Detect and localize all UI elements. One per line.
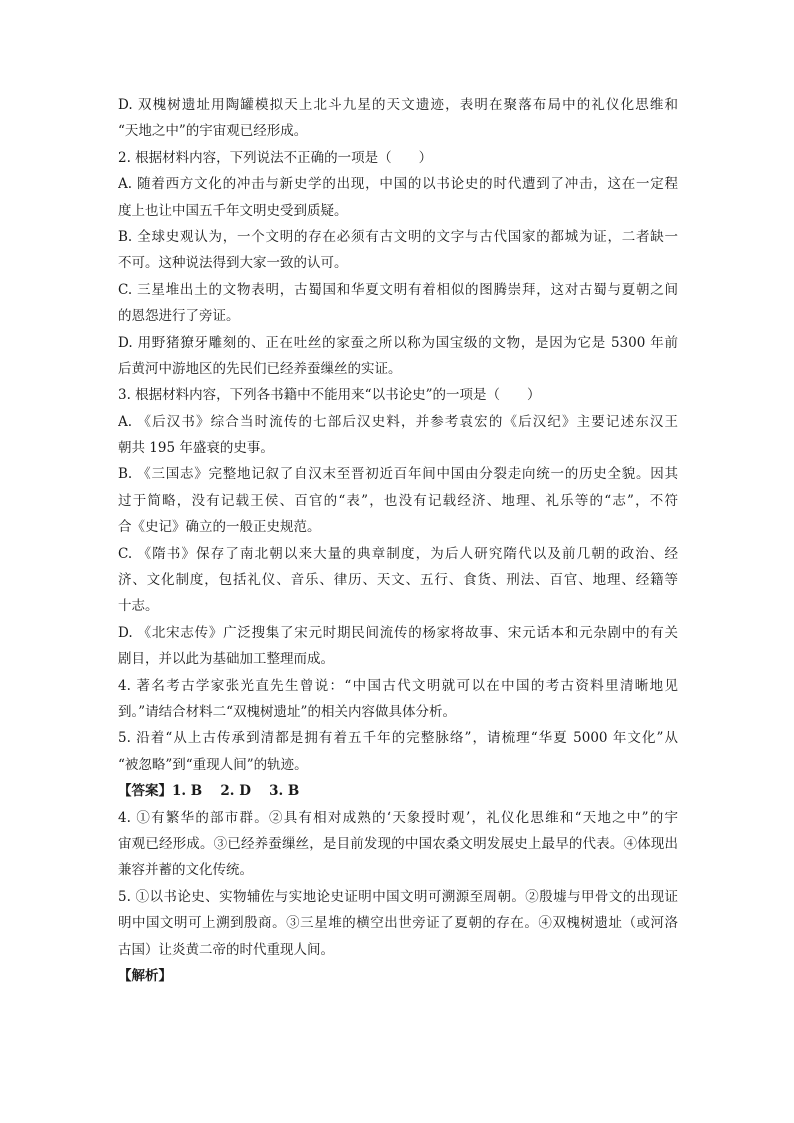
text-line: 剧目，并以此为基础加工整理而成。 — [118, 651, 334, 668]
answer-line: 宙观已经形成。③已经养蚕缫丝，是目前发现的中国农桑文明发展史上最早的代表。④体现出 — [118, 835, 678, 852]
text-line: 的恩怨进行了旁证。 — [118, 308, 240, 325]
question-line: 2. 根据材料内容，下列说法不正确的一项是（ ） — [118, 149, 433, 166]
text-line: B. 全球史观认为，一个文明的存在必须有古文明的文字与古代国家的都城为证，二者缺一 — [118, 228, 678, 245]
text-line: “被忽略”到“重现人间”的轨迹。 — [118, 756, 308, 773]
document-page — [118, 92, 678, 989]
text-line: 朝共 195 年盛衰的史事。 — [118, 440, 274, 457]
answer-line: 兼容并蓄的文化传统。 — [118, 862, 253, 879]
text-line: 十志。 — [118, 598, 159, 615]
question-line: 4. 著名考古学家张光直先生曾说：“中国古代文明就可以在中国的考古资料里清晰地见 — [118, 677, 678, 694]
text-line: 度上也让中国五千年文明史受到质疑。 — [118, 202, 348, 219]
question-line: 3. 根据材料内容，下列各书籍中不能用来“以书论史”的一项是（ ） — [118, 387, 541, 404]
text-line: 过于简略，没有记载王侯、百官的“表”，也没有记载经济、地理、礼乐等的“志”，不符 — [118, 492, 678, 509]
answer-line: 4. ①有繁华的部市群。②具有相对成熟的‘天象授时观’，礼仪化思维和“天地之中”的宇 — [118, 809, 678, 826]
answer-line: 5. ①以书论史、实物辅佐与实地论史证明中国文明可溯源至周朝。②殷墟与甲骨文的出现证 — [118, 888, 678, 905]
text-line: 济、文化制度，包括礼仪、音乐、律历、天文、五行、食货、刑法、百官、地理、经籍等 — [118, 572, 678, 589]
text-line: C. 《隋书》保存了南北朝以来大量的典章制度，为后人研究隋代以及前几朝的政治、经 — [118, 545, 678, 562]
text-line: 不可。这种说法得到大家一致的认可。 — [118, 255, 348, 272]
text-line: A. 随着西方文化的冲击与新史学的出现，中国的以书论史的时代遭到了冲击，这在一定程 — [118, 176, 678, 193]
question-line: 5. 沿着“从上古传承到清都是拥有着五千年的完整脉络”，请梳理“华夏 5000 年文化”从 — [118, 730, 678, 747]
text-line: 后黄河中游地区的先民们已经养蚕缫丝的实证。 — [118, 360, 402, 377]
analysis-heading: 【解析】 — [118, 967, 172, 984]
text-line: A. 《后汉书》综合当时流传的七部后汉史料，并参考袁宏的《后汉纪》主要记述东汉王 — [118, 413, 678, 430]
answer-line: 明中国文明可上溯到殷商。③三星堆的横空出世旁证了夏朝的存在。④双槐树遗址（或河洛 — [118, 915, 678, 932]
text-line: 合《史记》确立的一般正史规范。 — [118, 519, 321, 536]
text-line: D. 《北宋志传》广泛搜集了宋元时期民间流传的杨家将故事、宋元话本和元杂剧中的有关 — [118, 624, 678, 641]
text-line: “天地之中”的宇宙观已经形成。 — [118, 123, 308, 140]
text-line: D. 用野猪獠牙雕刻的、正在吐丝的家蚕之所以称为国宝级的文物，是因为它是 5300 年前 — [118, 334, 678, 351]
text-line: B. 《三国志》完整地记叙了自汉末至晋初近百年间中国由分裂走向统一的历史全貌。因其 — [118, 466, 678, 483]
text-line: D. 双槐树遗址用陶罐模拟天上北斗九星的天文遗迹，表明在聚落布局中的礼仪化思维和 — [118, 97, 678, 113]
answer-line: 古国）让炎黄二帝的时代重现人间。 — [118, 941, 334, 958]
text-line: 到。”请结合材料二“双槐树遗址”的相关内容做具体分析。 — [118, 703, 456, 720]
text-line: C. 三星堆出土的文物表明，古蜀国和华夏文明有着相似的图腾崇拜，这对古蜀与夏朝之间 — [118, 281, 678, 298]
answer-heading: 【答案】1. B 2. D 3. B — [118, 783, 300, 800]
